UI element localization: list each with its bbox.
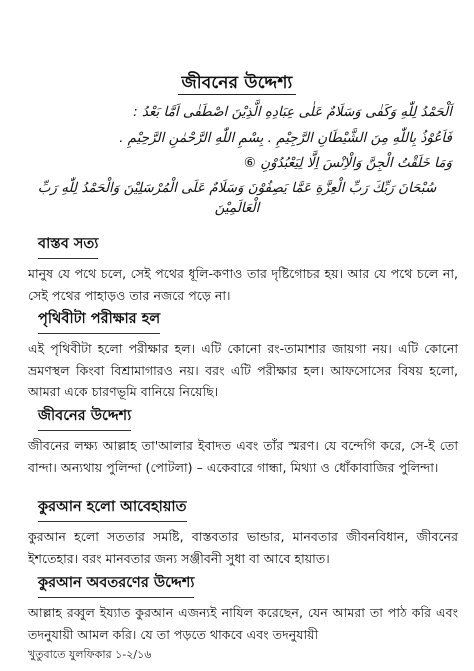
arabic-line-4: سُبْحَانَ رَبِّكَ رَبِّ الْعِزَّةِ عَمَّا يَصِفُوْنَ وَسَلَامٌ عَلَى الْمُرْسَلِيْنَ وَالْحَمْدُ لِلّٰهِ رَبِّ الْعَالَمِيْنَ <box>37 180 437 216</box>
section-heading: পৃথিবীটা পরীক্ষার হল <box>38 308 160 334</box>
section-quran-elixir <box>28 496 458 569</box>
section-quran-revelation <box>28 572 458 645</box>
section-heading: জীবনের উদ্দেশ্য <box>38 405 131 431</box>
page-title: জীবনের উদ্দেশ্য <box>181 73 293 93</box>
arabic-line-2: فَاَعُوْذُ بِاللّٰهِ مِنَ الشَّيْطَانِ الرَّجِيْمِ . بِسْمِ اللّٰهِ الرَّحْمٰنِ الرَّحِيْمِ . <box>119 130 452 146</box>
arabic-line-3: وَمَا خَلَقْتُ الْجِنَّ وَالْاِنْسَ اِلَّا لِيَعْبُدُوْنِ ⑥ <box>243 155 452 171</box>
section-paragraph: কুরআন হলো সততার সমষ্টি, বাস্তবতার ভান্ডার, মানবতার জীবনবিধান, জীবনের ইশতেহার। বরং মানবতার জন্য সঞ্জীবনী সুধা বা আবে হায়াত। <box>28 529 458 566</box>
section-paragraph: আল্লাহ রব্বুল ইয্যাত কুরআন এজন্যই নাযিল করেছেন, যেন আমরা তা পাঠ করি এবং তদনুযায়ী আমল করি। যে তা পড়তে থাকবে এবং তদনুযায়ী <box>28 605 458 642</box>
section-exam-hall <box>28 308 458 403</box>
title-underline <box>178 94 296 95</box>
section-paragraph: এই পৃথিবীটা হলো পরীক্ষার হল। এটি কোনো রং-তামাশার জায়গা নয়। এটি কোনো ভ্রমণস্থল কিংবা বিশ্রামাগারও নয়। বরং এটি পরীক্ষার হল। আফসোসের বিষয় হলো, আমরা একে চারণভূমি বানিয়ে নিয়েছি। <box>28 341 458 399</box>
section-heading: বাস্তব সত্য <box>38 233 98 259</box>
section-paragraph: মানুষ যে পথে চলে, সেই পথের ধূলি-কণাও তার দৃষ্টিগোচর হয়। আর যে পথে চলে না, সেই পথের পাহাড়ও তার নজরে পড়ে না। <box>28 266 458 303</box>
section-reality <box>28 233 458 306</box>
arabic-line-1: اَلْحَمْدُ لِلّٰهِ وَكَفٰى وَسَلَامٌ عَلٰى عِبَادِهِ الَّذِيْنَ اصْطَفٰى اَمَّا بَعْدُ : <box>133 104 452 120</box>
section-life-purpose <box>28 405 458 478</box>
page-footer: খুতুবাতে যুলফিকার ১-২/১৬ <box>28 648 152 661</box>
section-heading: কুরআন হলো আবেহায়াত <box>38 496 187 522</box>
section-paragraph: জীবনের লক্ষ্য আল্লাহ তা'আলার ইবাদত এবং তাঁর স্মরণ। যে বন্দেগি করে, সে-ই তো বান্দা। অন্যথায় পুলিন্দা (পোটলা) – একেবারে গান্ধা, মিথ্যা ও ধোঁকাবাজির পুলিন্দা। <box>28 438 458 475</box>
section-heading: কুরআন অবতরণের উদ্দেশ্য <box>38 572 194 598</box>
